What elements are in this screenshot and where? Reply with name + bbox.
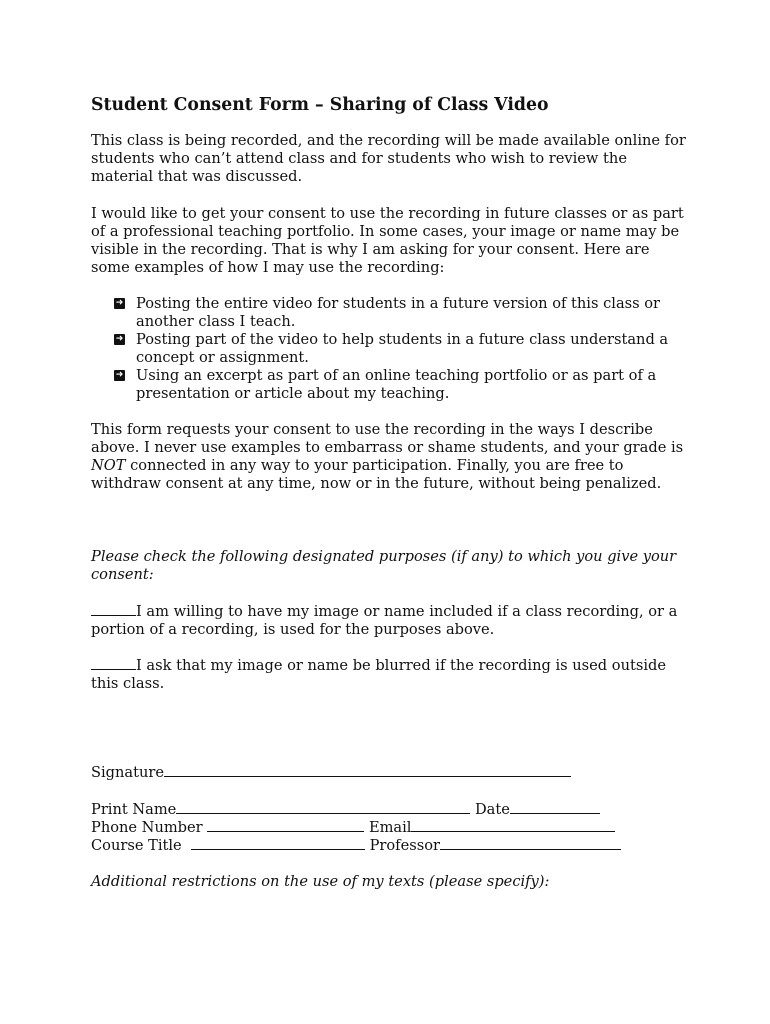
form-note-emphasis: NOT [91, 457, 126, 474]
arrow-right-boxed-icon: ➜ [115, 298, 124, 308]
print-name-row [91, 800, 600, 819]
course-title-label: Course Title [91, 837, 182, 854]
email-label: Email [368, 819, 412, 836]
consent-option-blur-image [91, 656, 691, 693]
list-item [114, 295, 694, 331]
consent-option-image-included [91, 602, 691, 639]
arrow-right-boxed-icon: ➜ [115, 370, 124, 380]
phone-number-field[interactable] [207, 818, 364, 832]
signature-field[interactable] [164, 763, 571, 777]
list-item [114, 331, 694, 367]
professor-label: Professor [369, 837, 440, 854]
print-name-label: Print Name [91, 801, 177, 818]
professor-field[interactable] [440, 836, 621, 850]
checkmark-blank[interactable] [91, 656, 136, 670]
date-label: Date [474, 801, 510, 818]
option-text: I ask that my image or name be blurred if the recording is used outside this class. [91, 657, 666, 692]
check-prompt: Please check the following designated purposes (if any) to which you give your consent: [91, 548, 677, 583]
consent-request-paragraph: I would like to get your consent to use the recording in future classes or as part of a professional teaching portfolio. In some cases, your image or name may be visible in the recording. That is why I am asking for your consent. Here are some examples of how I may use the recording: [91, 205, 684, 276]
course-title-field[interactable] [191, 836, 365, 850]
option-text: I am willing to have my image or name included if a class recording, or a portion of a recording, is used for the purposes above. [91, 603, 678, 638]
phone-number-label: Phone Number [91, 819, 203, 836]
email-field[interactable] [411, 818, 615, 832]
form-note-text: This form requests your consent to use the recording in the ways I describe above. I never use examples to embarrass or shame students, and your grade is [91, 421, 684, 456]
intro-paragraph: This class is being recorded, and the recording will be made available online for students who can’t attend class and for students who wish to review the material that was discussed. [91, 132, 686, 185]
list-item [114, 367, 694, 403]
restrictions-prompt: Additional restrictions on the use of my texts (please specify): [91, 873, 550, 890]
list-item-text: Using an excerpt as part of an online teaching portfolio or as part of a presentation or article about my teaching. [136, 367, 657, 402]
signature-label: Signature [91, 764, 164, 781]
phone-row [91, 818, 615, 837]
signature-row [91, 763, 571, 782]
arrow-right-boxed-icon: ➜ [115, 334, 124, 344]
list-item-text: Posting the entire video for students in a future version of this class or another class I teach. [136, 295, 661, 330]
page-title: Student Consent Form – Sharing of Class Video [91, 95, 549, 115]
print-name-field[interactable] [176, 800, 470, 814]
list-item-text: Posting part of the video to help students in a future class understand a concept or assignment. [136, 331, 669, 366]
date-field[interactable] [510, 800, 600, 814]
form-note-paragraph [91, 421, 691, 493]
checkmark-blank[interactable] [91, 602, 136, 616]
form-note-text-end: connected in any way to your participation. Finally, you are free to withdraw consent at any time, now or in the future, without being penalized. [91, 457, 662, 492]
course-row [91, 836, 621, 855]
usage-examples-list [114, 295, 694, 403]
